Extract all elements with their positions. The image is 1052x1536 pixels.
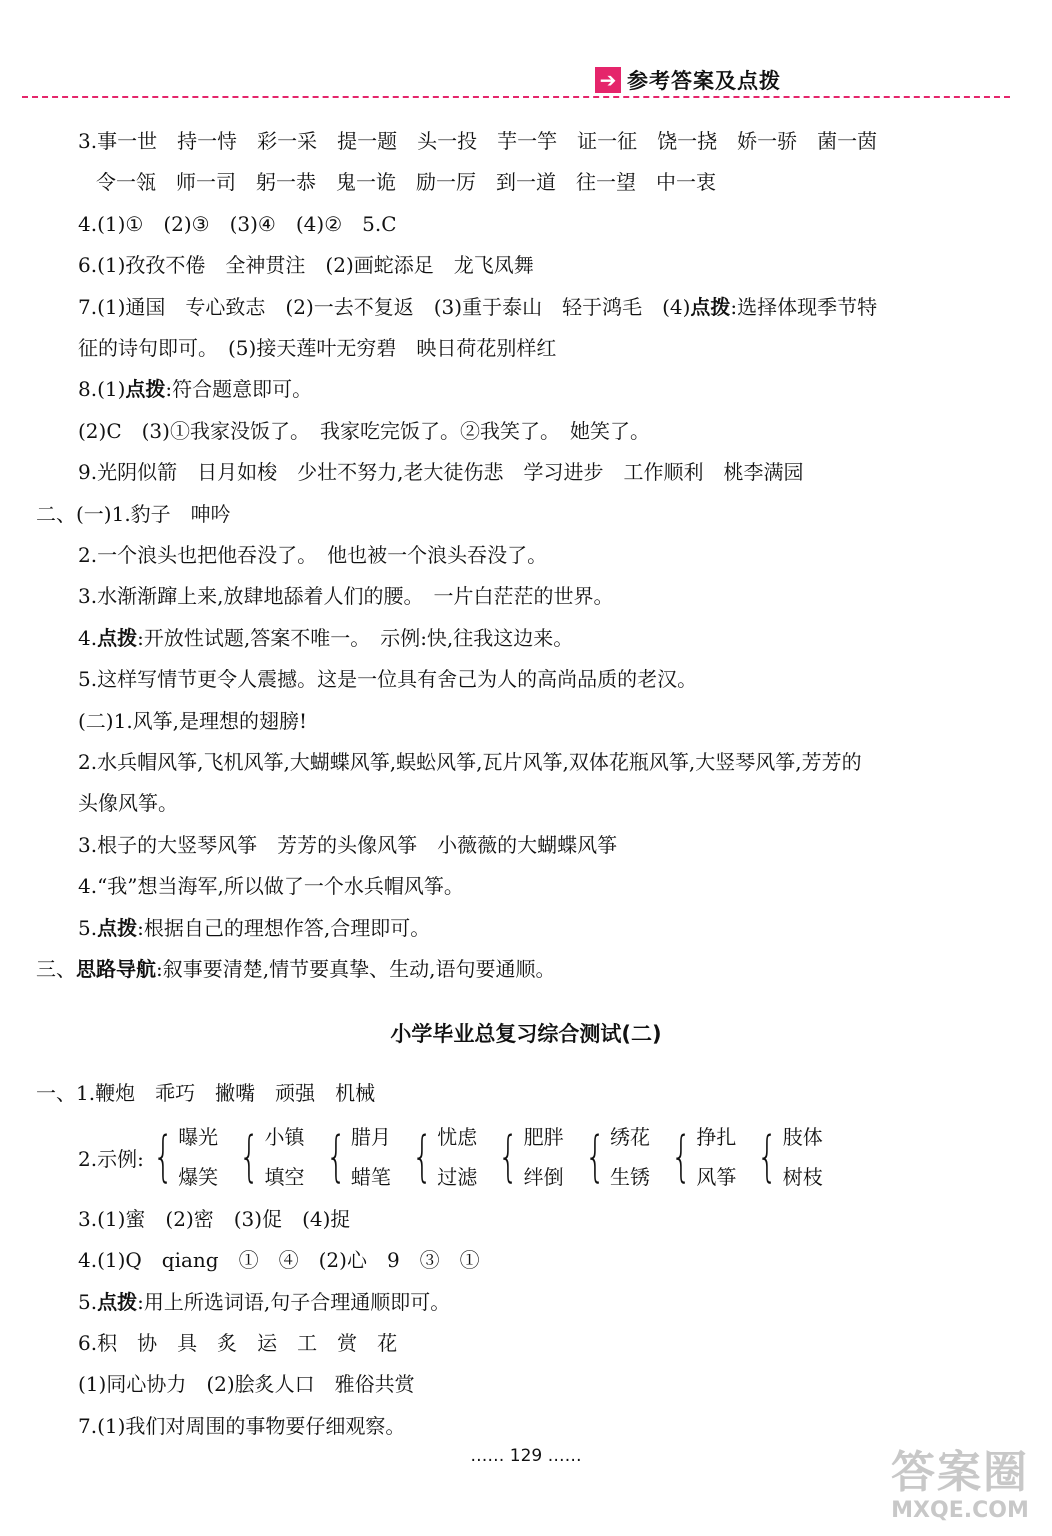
word: 生锈 xyxy=(609,1165,650,1189)
brace-icon: { xyxy=(411,1125,433,1188)
answer-line: 3.根子的大竖琴风筝 芳芳的头像风筝 小薇薇的大蝴蝶风筝 xyxy=(78,833,618,857)
hint-label: 点拨 xyxy=(97,1290,138,1314)
brace-icon: { xyxy=(325,1125,347,1188)
word: 树枝 xyxy=(782,1165,823,1189)
answer-line: 4.“我”想当海军,所以做了一个水兵帽风筝。 xyxy=(78,874,464,898)
answer-line: 7.(1)通国 专心致志 (2)一去不复返 (3)重于泰山 轻于鸿毛 (4)点拨:选择体现季节特 xyxy=(78,295,878,319)
answer-line: 2.一个浪头也把他吞没了。 他也被一个浪头吞没了。 xyxy=(78,543,548,567)
answer-line: (二)1.风筝,是理想的翅膀! xyxy=(78,709,308,733)
answer-line: 5.点拨:用上所选词语,句子合理通顺即可。 xyxy=(78,1290,451,1314)
page-number: …… 129 …… xyxy=(470,1446,582,1466)
word-pair xyxy=(491,1117,563,1197)
answer-line: 6.(1)孜孜不倦 全神贯注 (2)画蛇添足 龙飞凤舞 xyxy=(78,253,534,277)
header-divider xyxy=(22,96,1010,98)
right-arrow-icon: ➔ xyxy=(595,67,621,93)
answer-line: 3.(1)蜜 (2)密 (3)促 (4)捉 xyxy=(78,1207,351,1231)
word: 绊倒 xyxy=(523,1165,564,1189)
answer-line: 5.点拨:根据自己的理想作答,合理即可。 xyxy=(78,916,431,940)
word-pair-row xyxy=(78,1122,837,1192)
hint-label: 点拨 xyxy=(125,377,166,401)
answer-line: 一、1.鞭炮 乖巧 撇嘴 顽强 机械 xyxy=(36,1081,376,1105)
page-header xyxy=(595,60,781,100)
answer-line: 2.水兵帽风筝,飞机风筝,大蝴蝶风筝,蜈蚣风筝,瓦片风筝,双体花瓶风筝,大竖琴风筝,芳芳的 xyxy=(78,750,862,774)
word: 填空 xyxy=(264,1165,305,1189)
answer-line: 4.(1)Q qiang ① ④ (2)心 9 ③ ① xyxy=(78,1248,480,1272)
brace-icon: { xyxy=(757,1125,778,1188)
answer-line: 3.事一世 持一恃 彩一采 提一题 头一投 芋一竽 证一征 饶一挠 娇一骄 菌一茵 xyxy=(78,129,878,153)
word-pair xyxy=(232,1117,304,1197)
word-pair xyxy=(146,1117,218,1197)
word: 小镇 xyxy=(264,1125,305,1149)
answer-line: 征的诗句即可。 (5)接天莲叶无穷碧 映日荷花别样红 xyxy=(78,336,557,360)
answer-line: 令一瓴 师一司 躬一恭 鬼一诡 励一厉 到一道 往一望 中一衷 xyxy=(96,170,716,194)
brace-icon: { xyxy=(670,1125,692,1188)
answer-line: (2)C (3)①我家没饭了。 我家吃完饭了。②我笑了。 她笑了。 xyxy=(78,419,650,443)
section-title: 小学毕业总复习综合测试(二) xyxy=(390,1022,662,1046)
word: 过滤 xyxy=(437,1165,478,1189)
answer-line: (1)同心协力 (2)脍炙人口 雅俗共赏 xyxy=(78,1372,415,1396)
hint-label: 点拨 xyxy=(97,626,138,650)
answer-line: 头像风筝。 xyxy=(78,791,178,815)
word-pair xyxy=(750,1117,822,1197)
answer-line: 9.光阴似箭 日月如梭 少壮不努力,老大徒伤悲 学习进步 工作顺利 桃李满园 xyxy=(78,460,804,484)
answer-line: 4.点拨:开放性试题,答案不唯一。 示例:快,往我这边来。 xyxy=(78,626,574,650)
word: 肢体 xyxy=(782,1125,823,1149)
word: 绣花 xyxy=(609,1125,650,1149)
word-pair-label: 2.示例: xyxy=(78,1146,144,1171)
answer-line: 8.(1)点拨:符合题意即可。 xyxy=(78,377,313,401)
answer-line: 二、(一)1.豹子 呻吟 xyxy=(36,502,231,526)
word: 风筝 xyxy=(696,1165,737,1189)
brace-icon: { xyxy=(239,1125,260,1188)
word-pair xyxy=(664,1117,736,1197)
word-pair xyxy=(578,1117,650,1197)
word: 爆笑 xyxy=(178,1165,219,1189)
word-pair xyxy=(405,1117,477,1197)
hint-label: 点拨 xyxy=(97,916,138,940)
word: 曝光 xyxy=(178,1125,219,1149)
hint-label: 点拨 xyxy=(690,295,731,319)
word: 腊月 xyxy=(350,1125,391,1149)
answer-line: 4.(1)① (2)③ (3)④ (4)② 5.C xyxy=(78,212,397,236)
answer-line: 3.水渐渐蹿上来,放肆地舔着人们的腰。 一片白茫茫的世界。 xyxy=(78,584,614,608)
hint-label: 思路导航 xyxy=(76,957,156,981)
answer-line: 6.积 协 具 炙 运 工 赏 花 xyxy=(78,1331,398,1355)
watermark-logo: 答案圈 MXQE.COM xyxy=(891,1447,1029,1523)
brace-icon: { xyxy=(498,1125,519,1188)
answer-line: 三、思路导航:叙事要清楚,情节要真挚、生动,语句要通顺。 xyxy=(36,957,556,981)
word: 忧虑 xyxy=(437,1125,478,1149)
word-pair xyxy=(319,1117,391,1197)
word: 蜡笔 xyxy=(350,1165,391,1189)
brace-icon: { xyxy=(152,1125,174,1188)
word: 肥胖 xyxy=(523,1125,564,1149)
brace-icon: { xyxy=(584,1125,606,1188)
word: 挣扎 xyxy=(696,1125,737,1149)
answer-line: 5.这样写情节更令人震撼。这是一位具有舍己为人的高尚品质的老汉。 xyxy=(78,667,698,691)
header-title: 参考答案及点拨 xyxy=(627,69,781,93)
answer-line: 7.(1)我们对周围的事物要仔细观察。 xyxy=(78,1414,406,1438)
